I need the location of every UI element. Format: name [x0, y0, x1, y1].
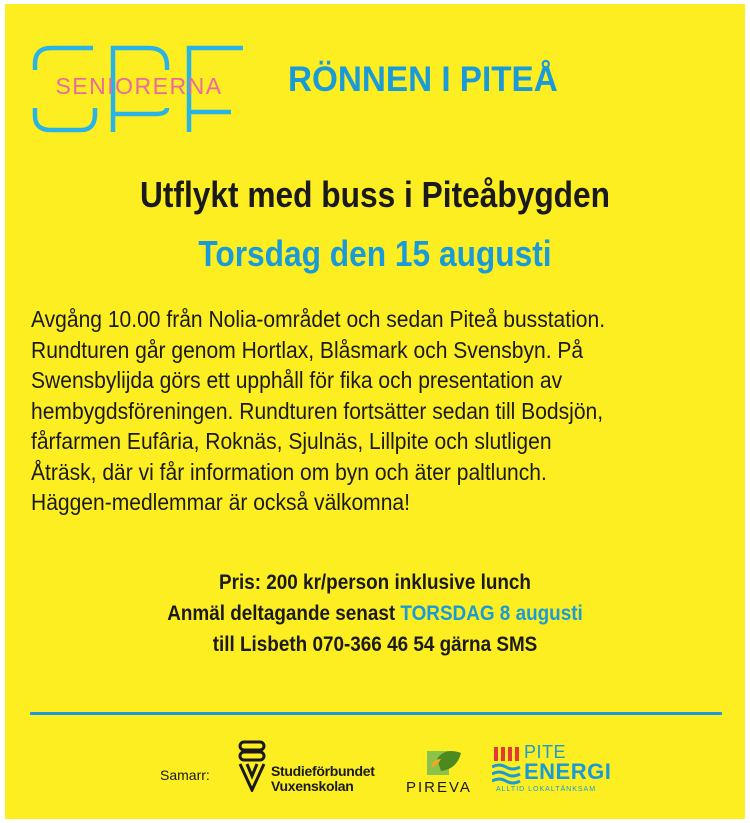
signup-deadline: TORSDAG 8 augusti	[400, 602, 583, 625]
sv-line1: Studieförbundet	[271, 763, 375, 779]
footer-divider	[30, 712, 722, 715]
vuxenskolan-logo-text	[271, 764, 375, 794]
description-line: Swensbylijda görs ett upphåll för fika och presentation av	[31, 367, 563, 393]
pireva-icon	[423, 747, 463, 782]
sv-line2: Vuxenskolan	[271, 778, 354, 794]
event-headline: Utflykt med buss i Piteåbygden	[139, 174, 611, 215]
pireva-logo-text: PIREVA	[406, 779, 472, 796]
organization-title: RÖNNEN I PITEÅ	[288, 60, 558, 99]
description-line: fårfarmen Eufâria, Roknäs, Sjulnäs, Lillpite och slutligen	[31, 428, 552, 454]
price-line: Pris: 200 kr/person inklusive lunch	[219, 571, 531, 594]
logo-wordmark: SENIORERNA	[55, 73, 223, 99]
event-description	[31, 304, 750, 518]
signup-prefix: Anmäl deltagande senast	[167, 602, 401, 625]
pite-energi-tagline: ALLTID LOKALTÄNKSAM	[496, 786, 597, 793]
description-line: Avgång 10.00 från Nolia-området och sedan Piteå busstation.	[31, 306, 606, 332]
pite-energi-icon	[492, 745, 522, 790]
samarr-label: Samarr:	[160, 767, 210, 783]
description-line: Rundturen går genom Hortlax, Blåsmark och Svensbyn. På	[31, 336, 584, 363]
contact-line: till Lisbeth 070-366 46 54 gärna SMS	[212, 633, 538, 656]
signup-line	[42, 602, 708, 626]
description-line: Åträsk, där vi får information om byn och äter paltlunch.	[31, 458, 547, 485]
description-line: hembygdsföreningen. Rundturen fortsätter sedan till Bodsjön,	[31, 397, 604, 424]
spf-seniorerna-logo	[31, 42, 247, 138]
vuxenskolan-icon	[237, 740, 271, 797]
pite-label: PITE	[524, 742, 567, 762]
event-date: Torsdag den 15 augusti	[198, 233, 552, 274]
event-flyer	[5, 4, 745, 819]
energi-label: ENERGI	[524, 759, 612, 784]
description-line: Häggen-medlemmar är också välkomna!	[31, 489, 410, 515]
